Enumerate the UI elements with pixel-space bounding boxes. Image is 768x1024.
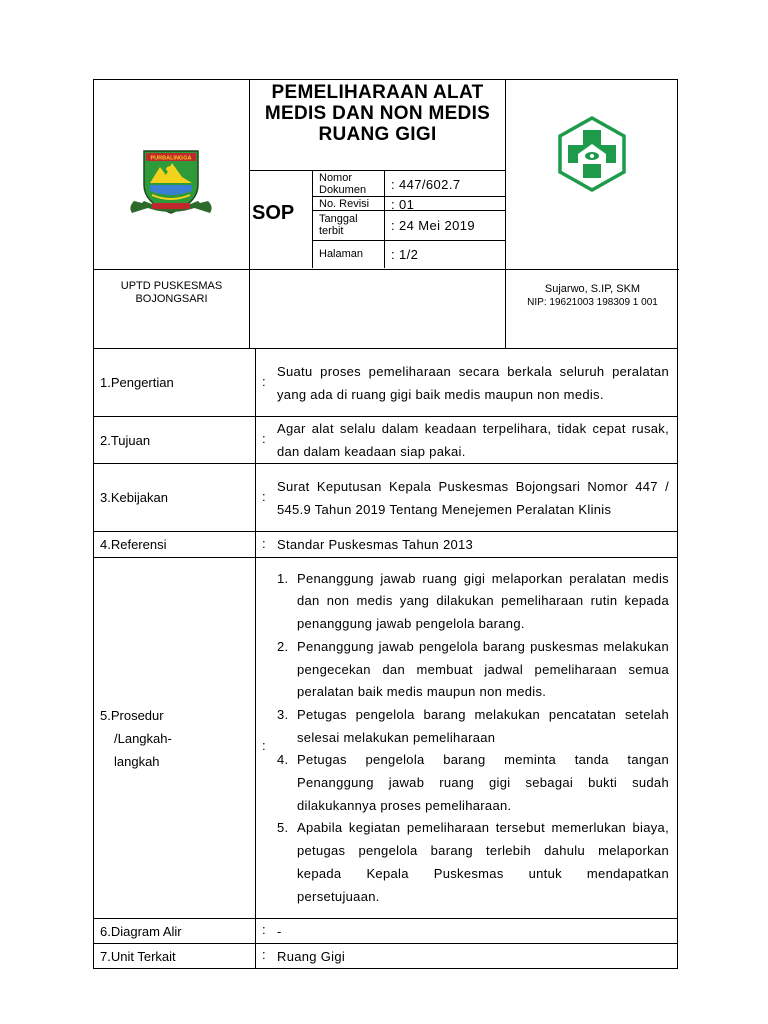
puskesmas-logo-icon — [554, 116, 630, 192]
step-text: Apabila kegiatan pemeliharaan tersebut memerlukan biaya, petugas pengelola barang terlebih dahulu melaporkan kepada Kepala Puskesmas untuk mendapatkan persetujuaan. — [297, 820, 669, 904]
section-colon: : — [262, 738, 266, 753]
section-label: 1.Pengertian — [94, 349, 256, 417]
document-header — [93, 79, 678, 349]
section-colon: : — [262, 488, 266, 504]
procedure-step — [277, 568, 669, 636]
section-content — [256, 919, 678, 944]
procedure-steps — [262, 568, 669, 909]
regency-crest-icon — [126, 143, 216, 218]
meta-value-tanggal: : 24 Mei 2019 — [391, 218, 475, 233]
section-label: 4.Referensi — [94, 532, 256, 558]
section-label — [94, 558, 256, 919]
section-text: Agar alat selalu dalam keadaan terpelihara, tidak cepat rusak, dan dalam keadaan siap pakai. — [277, 421, 669, 459]
prosedur-label-line-3: langkah — [114, 753, 160, 769]
step-number: 5. — [277, 820, 289, 836]
organization-line-1: UPTD PUSKESMAS — [120, 280, 223, 292]
section-colon: : — [262, 431, 266, 446]
step-text: Penanggung jawab ruang gigi melaporkan peralatan medis dan non medis yang dilakukan pemeliharaan rutin kepada penanggung jawab pengelola barang. — [297, 570, 669, 632]
step-number: 3. — [277, 706, 289, 722]
section-label: 2.Tujuan — [94, 417, 256, 464]
meta-label-nomor: Nomor Dokumen — [319, 172, 367, 196]
section-row-pengertian — [94, 349, 678, 417]
meta-label-revisi: No. Revisi — [319, 198, 370, 210]
section-content — [256, 558, 678, 919]
section-content — [256, 417, 678, 464]
sop-label: SOP — [252, 202, 295, 224]
section-colon: : — [262, 947, 266, 962]
prosedur-label-line-1: 5.Prosedur — [100, 707, 164, 723]
step-text: Petugas pengelola barang melakukan pencatatan setelah selesai melakukan pemeliharaan — [297, 706, 669, 745]
section-row-tujuan — [94, 417, 678, 464]
step-text: Petugas pengelola barang meminta tanda tangan Penanggung jawab ruang gigi sebagai bukti sudah dilakukannya proses pemeliharaan. — [297, 752, 669, 813]
step-text: Penanggung jawab pengelola barang puskesmas melakukan pengecekan dan membuat jadwal pemeliharaan semua peralatan baik medis maupun non medis. — [297, 638, 669, 700]
procedure-step — [277, 749, 669, 817]
document-title: PEMELIHARAAN ALAT MEDIS DAN NON MEDIS RUANG GIGI — [264, 82, 491, 145]
section-colon: : — [262, 535, 266, 551]
signatory-name: Sujarwo, S.IP, SKM — [544, 283, 641, 295]
section-row-referensi — [94, 532, 678, 558]
section-label: 7.Unit Terkait — [94, 944, 256, 969]
crest-banner-text: PURBALINGGA — [150, 155, 192, 162]
organization-line-2: BOJONGSARI — [135, 293, 208, 305]
section-row-unit-terkait — [94, 944, 678, 969]
sop-document — [93, 79, 678, 969]
section-colon: : — [262, 922, 266, 937]
section-text: Ruang Gigi — [277, 948, 346, 964]
section-label: 6.Diagram Alir — [94, 919, 256, 944]
section-row-diagram-alir — [94, 919, 678, 944]
section-content — [256, 532, 678, 558]
section-colon: : — [262, 373, 266, 389]
sop-sections-table — [93, 348, 678, 969]
section-row-prosedur — [94, 558, 678, 919]
section-content — [256, 349, 678, 417]
section-row-kebijakan — [94, 464, 678, 532]
step-number: 2. — [277, 638, 289, 654]
section-label: 3.Kebijakan — [94, 464, 256, 532]
meta-value-nomor: : 447/602.7 — [391, 177, 461, 192]
meta-label-tanggal: Tanggal terbit — [319, 213, 358, 237]
prosedur-label-line-2: /Langkah- — [114, 730, 172, 746]
procedure-step — [277, 817, 669, 908]
procedure-step — [277, 704, 669, 749]
organization-name — [94, 280, 249, 306]
procedure-step — [277, 636, 669, 704]
signatory-nip: NIP: 19621003 198309 1 001 — [527, 297, 658, 308]
section-content — [256, 944, 678, 969]
section-text: - — [277, 923, 282, 939]
section-text: Suatu proses pemeliharaan secara berkala seluruh peralatan yang ada di ruang gigi baik medis maupun non medis. — [277, 363, 669, 402]
meta-value-halaman: : 1/2 — [391, 247, 419, 262]
step-number: 1. — [277, 570, 289, 586]
meta-label-halaman: Halaman — [319, 248, 364, 260]
section-text: Surat Keputusan Kepala Puskesmas Bojongsari Nomor 447 / 545.9 Tahun 2019 Tentang Menejemen Peralatan Klinis — [277, 478, 669, 517]
section-text: Standar Puskesmas Tahun 2013 — [277, 537, 474, 552]
section-content — [256, 464, 678, 532]
meta-value-revisi: : 01 — [391, 197, 415, 212]
step-number: 4. — [277, 752, 289, 768]
